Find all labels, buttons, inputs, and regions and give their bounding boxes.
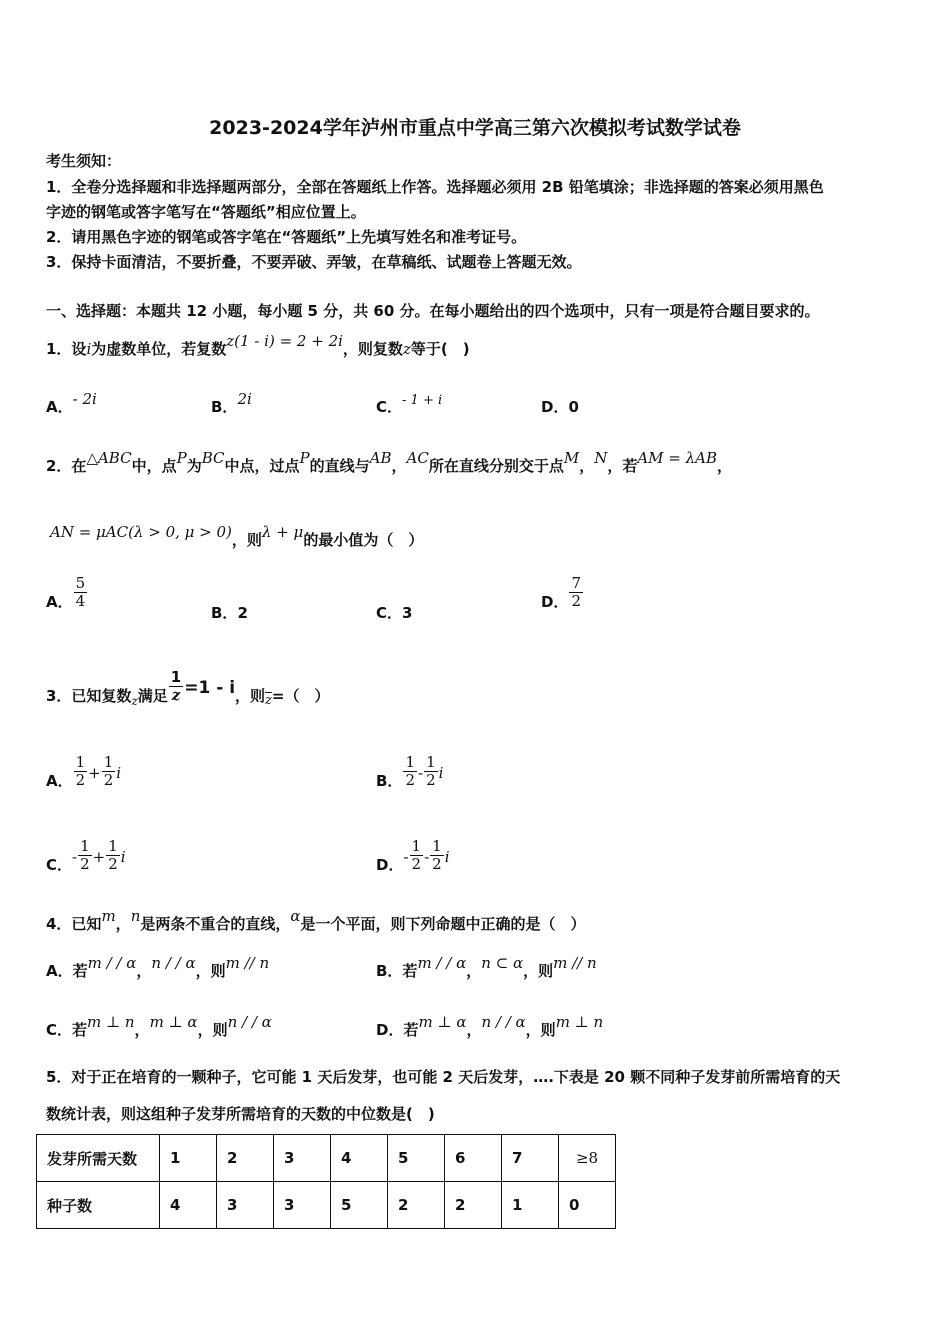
q3-option-a-frac-2 — [102, 754, 116, 789]
q2-option-b-label: B． — [211, 604, 238, 622]
table-cell-day: 4 — [331, 1135, 388, 1182]
table-cell-count: 0 — [559, 1182, 616, 1229]
q1-text-1: 1．设 — [46, 340, 87, 358]
table-cell-count: 3 — [217, 1182, 274, 1229]
q3-option-d-i: i — [444, 848, 450, 866]
table-cell-day: 7 — [502, 1135, 559, 1182]
table-cell-count: 2 — [388, 1182, 445, 1229]
q3-var-z-bar: $\overline{z}$ — [265, 693, 272, 708]
q4-option-a-conclusion: m // n — [225, 954, 270, 972]
q3-option-b-label: B． — [376, 772, 403, 790]
q2-option-c — [376, 603, 412, 623]
q1-text-2: 为虚数单位，若复数 — [91, 340, 227, 358]
q4-var-alpha: α — [290, 907, 301, 925]
q2-text-12: 的最小值为（ ） — [303, 531, 424, 549]
q4-option-d-conclusion: m ⊥ n — [555, 1013, 604, 1031]
q1-option-d-label: D． — [541, 398, 569, 416]
q1-option-a-label: A． — [46, 398, 73, 416]
q2-equation-an: AN = μAC(λ > 0, μ > 0) — [50, 523, 232, 541]
q3-option-b-den-1: 2 — [405, 771, 415, 789]
q4-option-b — [376, 954, 597, 981]
q1-var-i: i — [86, 340, 92, 358]
q3-option-a-frac-1 — [74, 754, 88, 789]
q4-var-m: m — [101, 907, 116, 925]
q2-option-d-denominator: 2 — [571, 592, 581, 610]
question-4 — [46, 907, 586, 934]
question-2-line-2 — [50, 523, 424, 550]
q2-option-b-value: 2 — [237, 604, 248, 622]
table-cell-day: ≥8 — [559, 1135, 616, 1182]
table-cell-count: 5 — [331, 1182, 388, 1229]
q4-option-a-condition-2: n / / α — [151, 954, 196, 972]
q3-option-c-i: i — [120, 848, 126, 866]
q1-option-c-label: C． — [376, 398, 403, 416]
exam-title: 2023-2024学年泸州市重点中学高三第六次模拟考试数学试卷 — [209, 117, 741, 139]
question-5-line-1: 5．对于正在培育的一颗种子，它可能 1 天后发芽，也可能 2 天后发芽，….下表是 20 颗不同种子发芽前所需培育的天 — [46, 1068, 841, 1086]
q4-option-d-label: D．若 — [376, 1021, 419, 1039]
q3-option-d-frac-1 — [410, 838, 424, 873]
q2-option-a-numerator: 5 — [75, 574, 86, 592]
q4-option-c-label: C．若 — [46, 1021, 88, 1039]
question-3 — [46, 668, 330, 708]
q2-option-d — [541, 574, 584, 612]
q3-option-d-num-1: 1 — [411, 837, 422, 855]
q3-option-c-frac-2 — [106, 838, 120, 873]
question-5-line-2: 数统计表，则这组种子发芽所需培育的天数的中位数是( ) — [46, 1105, 435, 1123]
q2-text-1: 2．在 — [46, 457, 87, 475]
q2-point-n: N — [594, 449, 608, 467]
q1-text-4: 等于( ) — [410, 340, 470, 358]
q2-option-b — [211, 603, 248, 623]
q2-text-5: 的直线与 — [309, 457, 370, 475]
q3-option-b-i: i — [438, 764, 444, 782]
q3-option-d-frac-2 — [430, 838, 444, 873]
q4-text-1: 4．已知 — [46, 915, 102, 933]
q3-option-a-den-1: 2 — [75, 771, 86, 789]
q4-option-c-condition-1: m ⊥ n — [87, 1013, 135, 1031]
q2-text-3: 为 — [186, 457, 202, 475]
q3-text-1: 3．已知复数 — [46, 687, 132, 705]
q2-text-7: 所在直线分别交于点 — [428, 457, 564, 475]
table-cell-day: 3 — [274, 1135, 331, 1182]
q3-option-d-den-1: 2 — [411, 855, 422, 873]
q3-text-3: ，则 — [235, 687, 266, 705]
question-1 — [46, 332, 470, 359]
q3-var-z: z — [131, 694, 138, 708]
q4-text-3: 是两条不重合的直线， — [140, 915, 291, 933]
q2-segment-ab: AB — [369, 449, 392, 467]
q4-text-2: ， — [115, 915, 131, 933]
q3-option-d-num-2: 1 — [432, 837, 442, 855]
q1-equation: z(1 - i) = 2 + 2i — [226, 332, 343, 350]
q4-option-a — [46, 954, 270, 981]
q2-option-d-label: D． — [541, 593, 569, 611]
q2-text-8: ， — [579, 457, 595, 475]
q3-option-c-operator: + — [92, 848, 106, 866]
q1-option-b — [211, 390, 252, 417]
q2-text-4: 中点，过点 — [224, 457, 300, 475]
q4-text-4: 是一个平面，则下列命题中正确的是（ ） — [300, 915, 586, 933]
q3-option-b-num-2: 1 — [426, 753, 436, 771]
q4-option-c-conclusion: n / / α — [227, 1013, 272, 1031]
q4-option-c-condition-2: m ⊥ α — [149, 1013, 198, 1031]
q4-option-d-then: ，则 — [525, 1021, 556, 1039]
q3-option-c-label: C． — [46, 856, 73, 874]
q1-option-a — [46, 390, 97, 417]
q3-option-a-operator: + — [88, 764, 101, 782]
q2-triangle: △ABC — [86, 449, 132, 467]
q3-option-b-den-2: 2 — [426, 771, 436, 789]
q3-option-b — [376, 753, 444, 791]
q3-option-d-sign: - — [403, 848, 409, 866]
q1-var-z: z — [402, 340, 411, 358]
q3-option-d-den-2: 2 — [432, 855, 442, 873]
q3-option-b-num-1: 1 — [405, 753, 415, 771]
table-cell-day: 2 — [217, 1135, 274, 1182]
q3-option-b-frac-1 — [403, 754, 417, 789]
q1-text-3: ，则复数 — [342, 340, 403, 358]
table-cell-count: 1 — [502, 1182, 559, 1229]
q2-text-11: ，则 — [231, 531, 262, 549]
q4-option-c-then: ，则 — [197, 1021, 228, 1039]
q4-option-d-condition-1: m ⊥ α — [418, 1013, 467, 1031]
table-header-days: 发芽所需天数 — [37, 1135, 160, 1182]
q4-option-a-condition-1: m / / α — [87, 954, 137, 972]
q3-option-a-num-1: 1 — [75, 753, 86, 771]
table-cell-day: 5 — [388, 1135, 445, 1182]
germination-table — [36, 1134, 616, 1229]
q4-option-b-condition-2: n ⊂ α — [481, 954, 524, 972]
q2-point-m: M — [563, 449, 580, 467]
q2-equation-am: AM = λAB — [637, 449, 718, 467]
q3-fraction-one-over-z — [169, 669, 183, 704]
notice-item-3: 3．保持卡面清洁，不要折叠，不要弄破、弄皱，在草稿纸、试题卷上答题无效。 — [46, 253, 582, 271]
q3-option-c — [46, 837, 126, 875]
q3-option-d — [376, 837, 450, 875]
q4-var-n: n — [130, 907, 141, 925]
q1-option-c-value: - 1 + i — [402, 393, 443, 408]
q3-text-4: =（ ） — [271, 687, 330, 705]
q4-option-c — [46, 1013, 272, 1040]
q4-option-d-condition-2: n / / α — [481, 1013, 526, 1031]
q4-option-a-label: A．若 — [46, 962, 88, 980]
q1-option-d-value: 0 — [568, 398, 579, 416]
q2-option-c-label: C． — [376, 604, 403, 622]
q4-option-d-comma: ， — [466, 1021, 482, 1039]
q2-option-d-fraction — [569, 575, 583, 610]
q2-text-2: 中，点 — [131, 457, 177, 475]
q2-point-p: P — [176, 449, 187, 467]
q1-option-c — [376, 393, 443, 419]
q3-option-a-i: i — [116, 764, 122, 782]
q2-lambda-plus-mu: λ + μ — [261, 523, 304, 541]
q2-option-a-label: A． — [46, 593, 73, 611]
notice-item-2: 2．请用黑色字迹的钢笔或答字笔在“答题纸”上先填写姓名和准考证号。 — [46, 228, 527, 246]
q2-point-p-2: P — [299, 449, 310, 467]
q2-segment-ac: AC — [406, 449, 429, 467]
table-header-counts: 种子数 — [37, 1182, 160, 1229]
q2-option-a — [46, 574, 88, 612]
q4-option-a-then: ，则 — [195, 962, 226, 980]
table-cell-count: 4 — [160, 1182, 217, 1229]
q2-option-c-value: 3 — [402, 604, 413, 622]
q2-text-6: ， — [391, 457, 407, 475]
table-cell-count: 3 — [274, 1182, 331, 1229]
q4-option-d — [376, 1013, 604, 1040]
q3-option-c-num-1: 1 — [80, 837, 90, 855]
notice-item-1-line-2: 字迹的钢笔或答字笔写在“答题纸”相应位置上。 — [46, 203, 366, 221]
table-cell-day: 6 — [445, 1135, 502, 1182]
q3-option-c-den-1: 2 — [80, 855, 90, 873]
q2-option-a-denominator: 4 — [75, 592, 86, 610]
q3-option-c-frac-1 — [78, 838, 92, 873]
q1-option-a-value: - 2i — [72, 390, 97, 408]
q4-option-a-comma: ， — [136, 962, 152, 980]
table-cell-count: 2 — [445, 1182, 502, 1229]
q1-option-b-value: 2i — [237, 390, 252, 408]
q1-option-d — [541, 397, 579, 417]
q4-option-b-label: B．若 — [376, 962, 418, 980]
q4-option-b-comma: ， — [466, 962, 482, 980]
section-heading: 一、选择题：本题共 12 小题，每小题 5 分，共 60 分。在每小题给出的四个选项中，只有一项是符合题目要求的。 — [46, 302, 820, 320]
q3-option-d-label: D． — [376, 856, 404, 874]
q3-option-a-label: A． — [46, 772, 73, 790]
q2-segment-bc: BC — [201, 449, 225, 467]
q3-equation-rhs: =1 - i — [184, 678, 236, 698]
q3-option-c-num-2: 1 — [108, 837, 118, 855]
q4-option-c-comma: ， — [134, 1021, 150, 1039]
q3-option-a-num-2: 1 — [103, 753, 114, 771]
q3-option-b-frac-2 — [424, 754, 438, 789]
q3-text-2: 满足 — [137, 687, 168, 705]
q4-option-b-then: ，则 — [523, 962, 554, 980]
table-cell-day: 1 — [160, 1135, 217, 1182]
q2-text-9: ，若 — [607, 457, 638, 475]
q3-option-c-den-2: 2 — [108, 855, 118, 873]
q3-option-a — [46, 753, 122, 791]
q3-option-b-operator: - — [417, 764, 424, 782]
q2-option-a-fraction — [74, 575, 88, 610]
notice-item-1-line-1: 1．全卷分选择题和非选择题两部分，全部在答题纸上作答。选择题必须用 2B 铅笔填涂；非选择题的答案必须用黑色 — [46, 178, 824, 196]
q3-option-d-operator: - — [424, 848, 430, 866]
q4-option-b-conclusion: m // n — [553, 954, 597, 972]
table-row-counts — [37, 1182, 616, 1229]
q3-fraction-numerator: 1 — [170, 668, 182, 686]
q2-text-10: ， — [717, 457, 733, 475]
question-2-line-1 — [46, 449, 733, 476]
table-row-days — [37, 1135, 616, 1182]
q3-option-a-den-2: 2 — [103, 771, 114, 789]
q4-option-b-condition-1: m / / α — [417, 954, 467, 972]
q1-option-b-label: B． — [211, 398, 238, 416]
q2-option-d-numerator: 7 — [571, 574, 581, 592]
q3-fraction-denominator: z — [171, 686, 181, 704]
notice-heading: 考生须知： — [46, 152, 122, 170]
q3-option-c-sign: - — [72, 848, 78, 866]
